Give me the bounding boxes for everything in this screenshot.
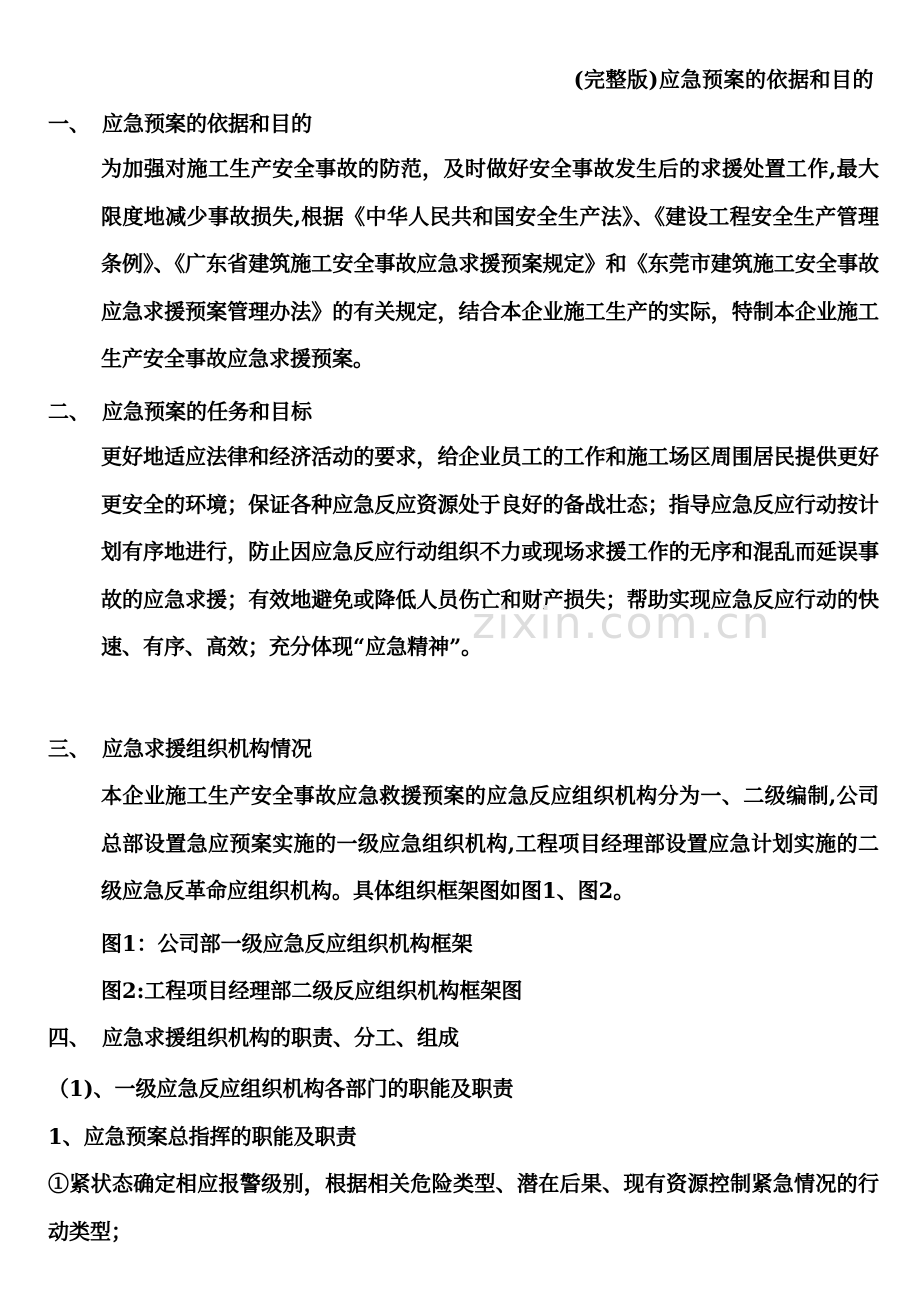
- sub-heading-level-1: （1)、一级应急反应组织机构各部门的职能及职责: [48, 1076, 514, 1101]
- section-title-4: 应急求援组织机构的职责、分工、组成: [102, 1025, 459, 1050]
- list-item-1: ①紧状态确定相应报警级别，根据相关危险类型、潜在后果、现有资源控制紧急情况的行动类型；: [48, 1171, 879, 1244]
- document-title: (完整版)应急预案的依据和目的: [573, 67, 874, 92]
- section-heading-1: [48, 108, 312, 138]
- section-number-4: 四、: [48, 1025, 90, 1050]
- section-title-1: 应急预案的依据和目的: [102, 111, 312, 136]
- section-heading-2: [48, 396, 312, 426]
- section-paragraph-1: 为加强对施工生产安全事故的防范，及时做好安全事故发生后的求援处置工作,最大限度地减少事故损失,根据《中华人民共和国安全生产法》、《建设工程安全生产管理条例》、《广东省建筑施工安全事故应急求援预案规定》和《东莞市建筑施工安全事故应急求援预案管理办法》的有关规定，结合本企业施工生产的实际，特制本企业施工生产安全事故应急求援预案。: [101, 156, 879, 372]
- section-title-3: 应急求援组织机构情况: [102, 736, 312, 761]
- watermark-text: zixin.com.cn: [472, 598, 772, 649]
- section-title-2: 应急预案的任务和目标: [102, 399, 312, 424]
- section-number-1: 一、: [48, 111, 90, 136]
- figure-caption-1: 图1：公司部一级应急反应组织机构框架: [101, 931, 473, 956]
- section-heading-3: [48, 733, 312, 763]
- section-paragraph-2: 更好地适应法律和经济活动的要求，给企业员工的工作和施工场区周围居民提供更好更安全的环境；保证各种应急反应资源处于良好的备战壮态；指导应急反应行动按计划有序地进行，防止因应急反应行动组织不力或现场求援工作的无序和混乱而延误事故的应急求援；有效地避免或降低人员伤亡和财产损失；帮助实现应急反应行动的快速、有序、高效；充分体现“应急精神”。: [101, 444, 879, 660]
- section-heading-4: [48, 1022, 459, 1052]
- sub-heading-commander: 1、应急预案总指挥的职能及职责: [48, 1124, 357, 1149]
- section-number-3: 三、: [48, 736, 90, 761]
- figure-caption-2: 图2:工程项目经理部二级反应组织机构框架图: [101, 978, 523, 1003]
- section-paragraph-3: 本企业施工生产安全事故应急救援预案的应急反应组织机构分为一、二级编制,公司总部设置急应预案实施的一级应急组织机构,工程项目经理部设置应急计划实施的二级应急反革命应组织机构。具体组织框架图如图1、图2。: [101, 783, 879, 904]
- section-number-2: 二、: [48, 399, 90, 424]
